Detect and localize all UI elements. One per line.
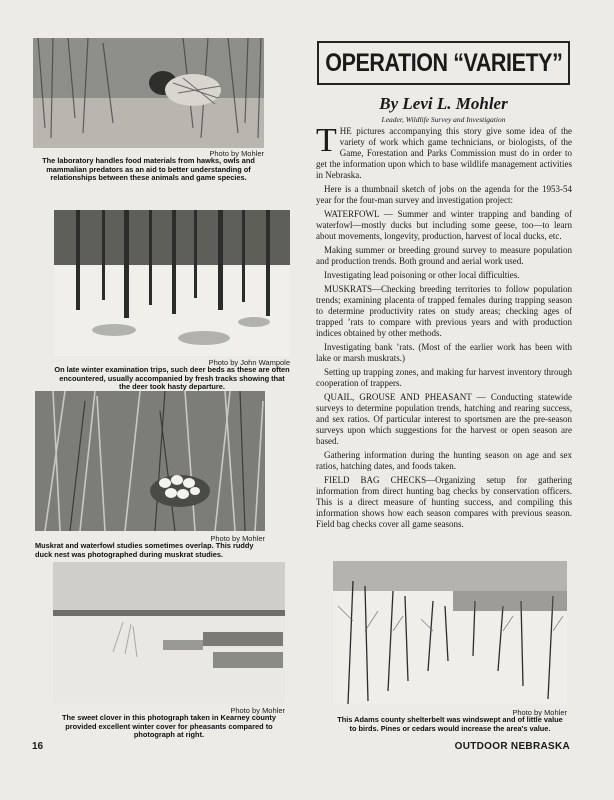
article-paragraph: FIELD BAG CHECKS—Organizing setup for gathering information from direct hunting bag checks by conservation officers. This is a direct measure of hunting success, and compiling this information shows how each season compares with previous season. Field bag checks cover all game seasons. <box>316 475 572 529</box>
article-paragraph: Investigating bank ’rats. (Most of the earlier work has been with lake or marsh muskrats.) <box>316 342 572 363</box>
photo-credit: Photo by Mohler <box>209 149 264 158</box>
photo-hawk <box>33 38 264 148</box>
article-paragraph: Investigating lead poisoning or other local difficulties. <box>324 270 520 280</box>
article-body <box>316 122 572 533</box>
photo-credit: Photo by Mohler <box>210 534 265 543</box>
article-title: OPERATION “VARIETY” <box>324 48 563 77</box>
photo-caption: Muskrat and waterfowl studies sometimes overlap. This ruddy duck nest was photographed during muskrat studies. <box>35 541 254 559</box>
magazine-name: OUTDOOR NEBRASKA <box>454 741 570 752</box>
article-paragraph: Making summer or breeding ground survey to measure population and production trends. Both ground and aerial work used. <box>316 245 572 266</box>
photo-caption: This Adams county shelterbelt was windswept and of little value to birds. Pines or cedars would increase the area's value. <box>337 715 563 733</box>
photo-shelterbelt <box>333 561 567 704</box>
article-paragraph: MUSKRATS—Checking breeding territories to follow population trends; examining placenta of trapped females during trapping season to determine productivity rates on study areas; checking ages of trapped ’rats to compare with previous years and with production indices obtained by other methods. <box>316 284 572 338</box>
title-box <box>317 41 570 85</box>
article-paragraph: Setting up trapping zones, and making fur harvest inventory through cooperation of trappers. <box>316 367 572 388</box>
byline: By Levi L. Mohler <box>379 94 508 113</box>
article-paragraph: Gathering information during the hunting season on age and sex ratios, hatching dates, and foods taken. <box>316 450 572 471</box>
author-role: Leader, Wildlife Survey and Investigation <box>381 115 506 124</box>
photo-caption: On late winter examination trips, such deer beds as these are often encountered, usually accompanied by fresh tracks showing that the deer took hasty departure. <box>54 365 290 392</box>
photo-credit: Photo by Mohler <box>230 706 285 715</box>
article-paragraph: THE pictures accompanying this story give some idea of the variety of work which game technicians, or biologists, of the Game, Forestation and Parks Commission must do in order to get the information upon which to base wildlife management activities in Nebraska. <box>316 122 572 180</box>
photo-duck-nest <box>35 391 265 531</box>
photo-credit: Photo by Mohler <box>512 708 567 717</box>
photo-caption: The sweet clover in this photograph taken in Kearney county provided excellent winter cover for pheasants compared to photograph at right. <box>62 713 276 740</box>
drop-cap: T <box>316 122 337 159</box>
article-paragraph: WATERFOWL — Summer and winter trapping and banding of waterfowl—mostly ducks but including some geese, too—to learn about movements, longevity, production, harvest of local ducks, etc. <box>316 209 572 241</box>
article-paragraph: Here is a thumbnail sketch of jobs on the agenda for the 1953-54 year for the four-man survey and investigation project: <box>316 184 572 205</box>
photo-caption: The laboratory handles food materials from hawks, owls and mammalian predators as an aid to better understanding of relationships between these animals and game species. <box>42 156 255 183</box>
photo-sweet-clover <box>53 562 285 703</box>
photo-deer-beds <box>54 210 290 356</box>
photo-credit: Photo by John Wampole <box>208 358 290 367</box>
article-paragraph: QUAIL, GROUSE AND PHEASANT — Conducting statewide surveys to determine population trends, hatching and rearing success, and sex ratios. Of particular interest to sportsmen are the pre-season surveys upon which suggestions for the harvest or open season are based. <box>316 392 572 446</box>
page-number: 16 <box>32 741 44 752</box>
